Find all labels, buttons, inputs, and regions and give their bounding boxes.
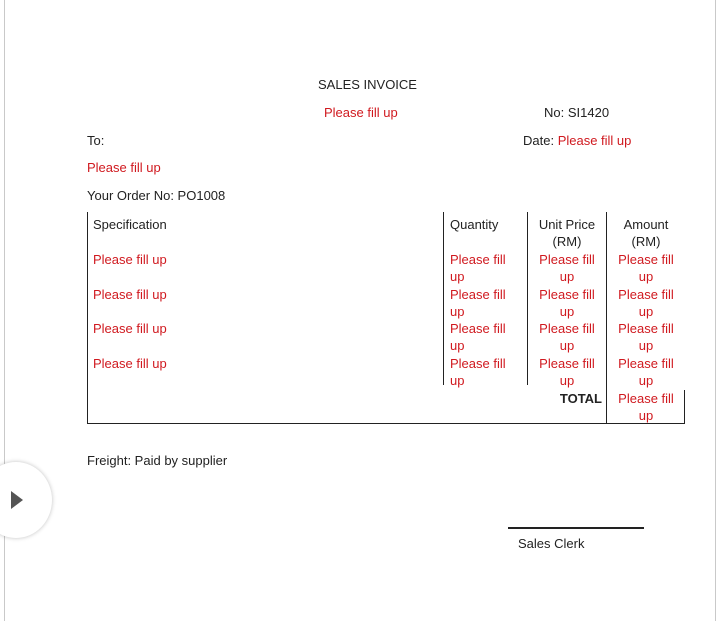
total-label: TOTAL [559,391,602,406]
play-icon [11,491,23,509]
row-amount-line: up [638,338,654,353]
row-quantity-line: up [450,269,465,284]
row-quantity [450,320,506,354]
freight-note: Freight: Paid by supplier [87,453,228,468]
row-quantity [450,355,506,389]
total-amount-line: Please fill [618,391,674,406]
to-label: To: [87,133,105,148]
row-quantity-line: Please fill [450,287,506,302]
row-quantity [450,286,506,320]
row-quantity-line: up [450,304,465,319]
row-amount [607,251,685,285]
row-unit-price-line: up [559,304,575,319]
row-quantity-line: Please fill [450,321,506,336]
row-amount [607,320,685,354]
row-unit-price-line: up [559,373,575,388]
header-amount [607,216,685,250]
row-specification: Please fill up [93,321,167,336]
row-specification: Please fill up [93,356,167,371]
row-unit-price-line: up [559,338,575,353]
header-quantity: Quantity [450,217,499,232]
row-specification: Please fill up [93,287,167,302]
row-amount-line: Please fill [618,252,674,267]
row-unit-price [528,320,606,354]
row-quantity-line: up [450,373,465,388]
invoice-title: SALES INVOICE [318,77,417,92]
row-unit-price-line: up [559,269,575,284]
row-amount-line: Please fill [618,287,674,302]
row-unit-price [528,251,606,285]
recipient-placeholder: Please fill up [87,160,161,175]
total-amount-line: up [638,408,654,423]
date-placeholder: Please fill up [557,133,632,148]
row-unit-price [528,355,606,389]
header-unit-price-unit: (RM) [552,234,582,249]
row-amount-line: Please fill [618,356,674,371]
signature-line [508,527,644,529]
row-amount [607,286,685,320]
row-unit-price-line: Please fill [539,356,595,371]
row-quantity-line: Please fill [450,252,506,267]
row-unit-price-line: Please fill [539,287,595,302]
row-unit-price [528,286,606,320]
row-quantity-line: Please fill [450,356,506,371]
header-unit-price [528,216,606,250]
table-line [87,212,88,424]
row-amount-line: up [638,373,654,388]
row-unit-price-line: Please fill [539,252,595,267]
row-specification: Please fill up [93,252,167,267]
invoice-number: No: SI1420 [544,105,610,120]
order-number: Your Order No: PO1008 [87,188,226,203]
table-line [443,212,444,385]
row-amount-line: Please fill [618,321,674,336]
total-amount [607,390,685,424]
date-label: Date: [523,133,558,148]
signature-label: Sales Clerk [518,536,585,551]
row-quantity [450,251,506,285]
header-unit-price-label: Unit Price [538,217,596,232]
row-amount [607,355,685,389]
header-amount-label: Amount [623,217,669,232]
invoice-date [523,132,631,149]
header-specification: Specification [93,217,167,232]
row-unit-price-line: Please fill [539,321,595,336]
row-quantity-line: up [450,338,465,353]
row-amount-line: up [638,304,654,319]
header-amount-unit: (RM) [631,234,661,249]
row-amount-line: up [638,269,654,284]
header-placeholder: Please fill up [324,105,398,120]
table-line [87,423,685,424]
